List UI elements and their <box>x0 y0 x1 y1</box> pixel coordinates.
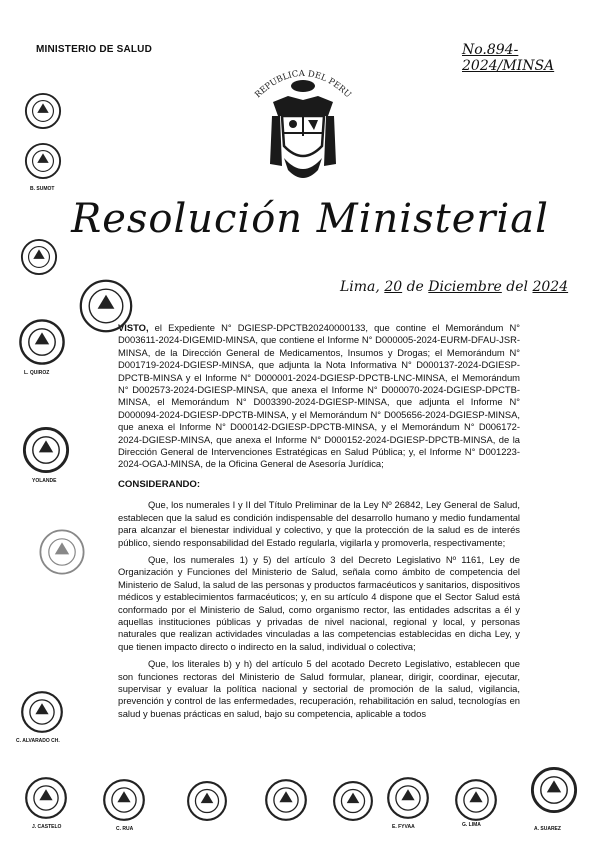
date-day: 20 <box>384 279 403 295</box>
republica-text: REPUBLICA DEL PERU <box>253 68 353 100</box>
date-month: Diciembre <box>428 279 502 295</box>
seal-stamp-icon <box>454 778 498 822</box>
paragraph-1: Que, los numerales I y II del Título Preliminar de la Ley Nº 26842, Ley General de Salud, establecen que la salud es condición indispensable del desarrollo humano y medio fundamental para alcanzar el bienestar individual y colectivo, y que la protección de la salud es de interés público, siendo responsabilidad del Estado regularla, vigilarla y promoverla, respectivamente; <box>118 499 520 548</box>
visto-text: el Expediente N° DGIESP-DPCTB20240000133, que contine el Memorándum N° D003611-2024-DIGEMID-MINSA, que contiene el Informe N° D000005-2024-EURM-DFAU-JSR-MINSA, de la Dirección General de Medicamentos, Insumos y Drogas; el Memorándum N° D001719-2024-DGIESP-MINSA, que adjunta la Nota Informativa N° D000137-2024-DGIESP-DPCTB-MINSA y el Informe N° D000001-2024-DGIESP-DPCTB-LNC-MINSA, el Memorándum N° D002573-2024-DGIESP-MINSA, que anexa el Informe N° D000070-2024-DGIESP-DPCTB-MINSA, el Memorándum N° D003390-2024-DGIESP-MINSA, que adjunta el Informe N° D000094-2024-DGIESP-DPCTB-MINSA, y el Memorándum N° D005656-2024-DGIESP-MINSA, que anexa el Informe N° D000142-DGIESP-DPCTB-MINSA, y el Memorándum N° D006172-2024-DGIESP-MINSA, que anexa el Informe N° D000152-2024-DGIESP-DPCTB-MINSA, de la Dirección General de Intervenciones Estratégicas en Salud Pública; y, el Informe N° D001223-2024-OGAJ-MINSA, de la Oficina General de Asesoría Jurídica; <box>118 322 520 470</box>
seal-stamp-icon <box>530 766 578 814</box>
signature-name: A. SUAREZ <box>534 826 561 832</box>
signature-name: J. CASTELO <box>32 824 62 830</box>
date-del: del <box>506 279 529 295</box>
paragraph-2: Que, los numerales 1) y 5) del artículo 3 del Decreto Legislativo Nº 1161, Ley de Organización y Funciones del Ministerio de Salud, señala como ámbito de competencia del Ministerio de Salud, la salud de las personas y productos farmacéuticos y sanitarios, dispositivos médicos y establecimientos farmacéuticos; y, en su artículo 4 dispone que el Sector Salud está conformado por el Ministerio de Salud, como organismo rector, las entidades adscritas a él y aquellas instituciones públicas y privadas de nivel nacional, regional y local, y personas naturales que realizan actividades vinculadas a las competencias establecidas en dicha Ley, y que tienen impacto directo o indirecto en la salud, individual o colectiva; <box>118 553 520 652</box>
date-year: 2024 <box>532 279 569 295</box>
date-city: Lima, <box>340 279 380 295</box>
date-line <box>340 279 568 295</box>
seal-stamp-icon <box>24 92 62 130</box>
visto-paragraph <box>118 322 520 471</box>
document-body <box>118 322 520 725</box>
visto-label: VISTO, <box>118 322 149 333</box>
considerando-heading: CONSIDERANDO: <box>118 478 201 490</box>
seal-stamp-icon <box>20 690 64 734</box>
seal-stamp-icon <box>22 426 70 474</box>
seal-stamp-icon <box>186 780 228 822</box>
signature-name: L. QUIROZ <box>24 370 50 376</box>
seal-stamp-icon <box>386 776 430 820</box>
ministry-name: MINISTERIO DE SALUD <box>36 44 153 55</box>
signature-name: YOLANDE <box>32 478 57 484</box>
resolution-number-text: No.894-2024/MINSA <box>462 42 555 74</box>
seal-stamp-icon <box>24 142 62 180</box>
signature-name: C. ALVARADO CH. <box>16 738 60 744</box>
seal-stamp-icon <box>20 238 58 276</box>
signature-name: G. LIMA <box>462 822 481 828</box>
seal-stamp-icon <box>264 778 308 822</box>
seal-stamp-icon <box>332 780 374 822</box>
signature-name: E. FYVAA <box>392 824 415 830</box>
paragraph-3: Que, los literales b) y h) del artículo 5 del acotado Decreto Legislativo, establecen que son funciones rectoras del Ministerio de Salud formular, planear, dirigir, coordinar, ejecutar, supervisar y evaluar la política nacional y sectorial de promoción de la salud, vigilancia, prevención y control de las enfermedades, recuperación, rehabilitación en salud, tecnologías en salud y buenas prácticas en salud, bajo su competencia, aplicable a todos <box>118 658 520 719</box>
document-title: Resolución Ministerial <box>71 196 549 242</box>
seal-stamp-icon <box>78 278 134 334</box>
signature-name: B. SUMOT <box>30 186 55 192</box>
date-de: de <box>406 279 424 295</box>
coat-of-arms-icon <box>268 76 338 194</box>
seal-stamp-icon <box>18 318 66 366</box>
seal-stamp-icon <box>24 776 68 820</box>
signature-name: C. RUA <box>116 826 134 832</box>
resolution-number <box>462 42 604 74</box>
seal-stamp-icon <box>38 528 86 576</box>
seal-stamp-icon <box>102 778 146 822</box>
